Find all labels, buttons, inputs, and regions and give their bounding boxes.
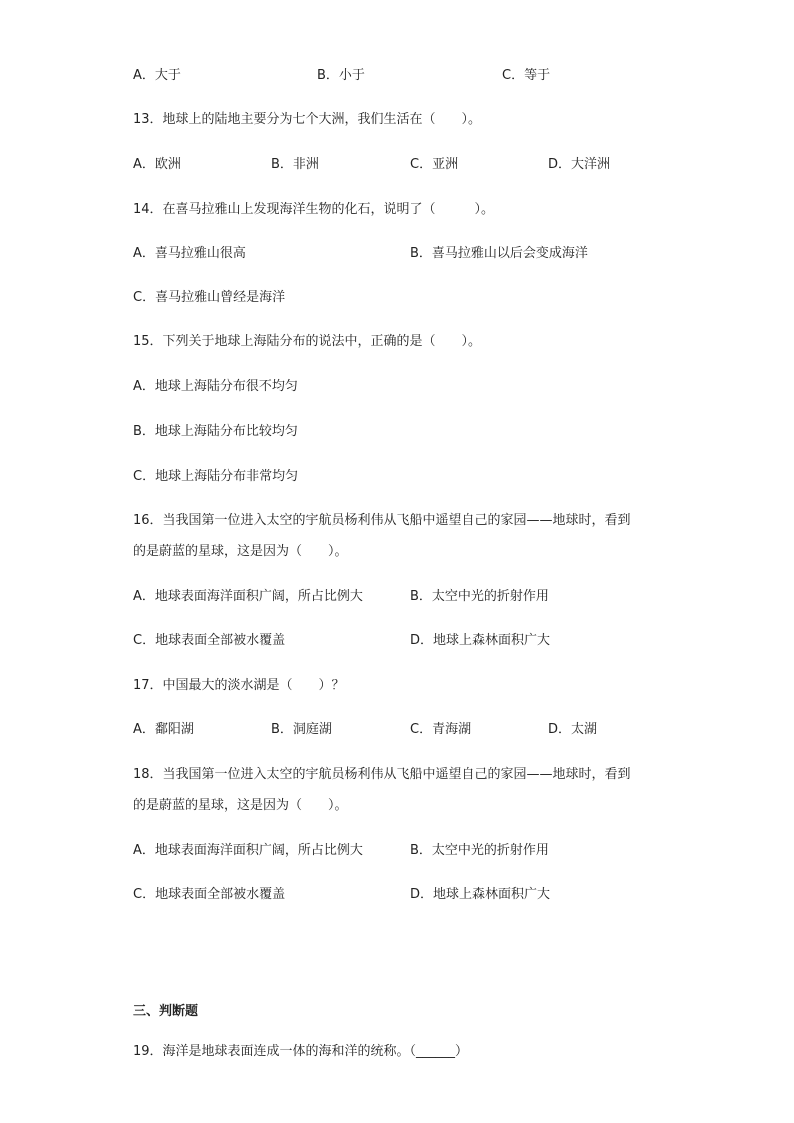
q18-stem-line2: 的是蔚蓝的星球，这是因为（ ）。 (133, 798, 348, 813)
q13-option-b: B．非洲 (271, 157, 319, 172)
q14-option-a: A．喜马拉雅山很高 (133, 246, 246, 261)
q16-option-a: A．地球表面海洋面积广阔，所占比例大 (133, 589, 363, 604)
q16-option-b: B．太空中光的折射作用 (410, 589, 549, 604)
q16-stem-line2: 的是蔚蓝的星球，这是因为（ ）。 (133, 544, 348, 559)
q12-option-a: A．大于 (133, 68, 181, 83)
q16-option-d: D．地球上森林面积广大 (410, 633, 551, 648)
q15-option-c: C．地球上海陆分布非常均匀 (133, 469, 299, 484)
q14-option-c: C．喜马拉雅山曾经是海洋 (133, 290, 286, 305)
q15-stem: 15．下列关于地球上海陆分布的说法中，正确的是（ ）。 (133, 334, 482, 349)
q15-option-b: B．地球上海陆分布比较均匀 (133, 424, 298, 439)
q14-stem: 14．在喜马拉雅山上发现海洋生物的化石，说明了（ ）。 (133, 202, 495, 217)
q19-stem: 19．海洋是地球表面连成一体的海和洋的统称。（______） (133, 1044, 469, 1059)
q16-option-c: C．地球表面全部被水覆盖 (133, 633, 286, 648)
q17-option-c: C．青海湖 (410, 722, 472, 737)
q17-option-b: B．洞庭湖 (271, 722, 332, 737)
q14-option-b: B．喜马拉雅山以后会变成海洋 (410, 246, 588, 261)
q13-option-d: D．大洋洲 (548, 157, 611, 172)
q17-option-d: D．太湖 (548, 722, 598, 737)
q18-option-a: A．地球表面海洋面积广阔，所占比例大 (133, 843, 363, 858)
q16-stem-line1: 16．当我国第一位进入太空的宇航员杨利伟从飞船中遥望自己的家园——地球时，看到 (133, 513, 631, 528)
q18-option-b: B．太空中光的折射作用 (410, 843, 549, 858)
q12-option-c: C．等于 (502, 68, 551, 83)
q13-option-c: C．亚洲 (410, 157, 459, 172)
q17-stem: 17．中国最大的淡水湖是（ ）？ (133, 678, 345, 693)
q17-option-a: A．鄱阳湖 (133, 722, 194, 737)
q15-option-a: A．地球上海陆分布很不均匀 (133, 379, 298, 394)
section-heading: 三、判断题 (133, 1004, 199, 1019)
q18-option-c: C．地球表面全部被水覆盖 (133, 887, 286, 902)
q18-option-d: D．地球上森林面积广大 (410, 887, 551, 902)
q12-option-b: B．小于 (317, 68, 365, 83)
q18-stem-line1: 18．当我国第一位进入太空的宇航员杨利伟从飞船中遥望自己的家园——地球时，看到 (133, 767, 631, 782)
q13-option-a: A．欧洲 (133, 157, 181, 172)
q13-stem: 13．地球上的陆地主要分为七个大洲，我们生活在（ ）。 (133, 112, 482, 127)
